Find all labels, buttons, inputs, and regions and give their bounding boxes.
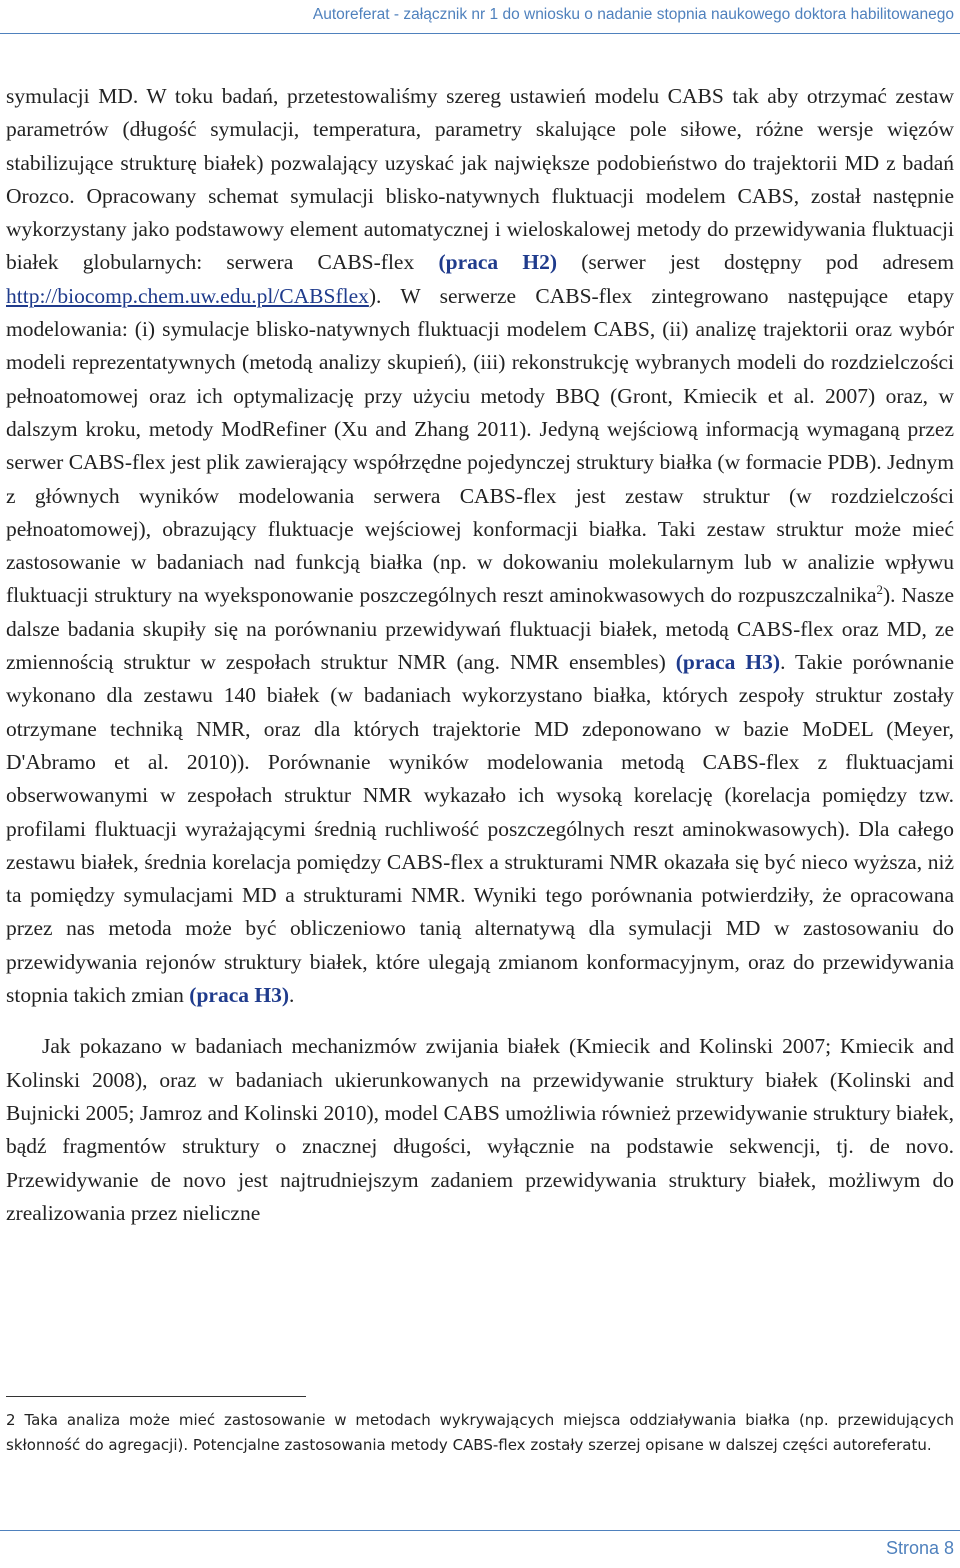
footer-divider bbox=[0, 1530, 960, 1531]
footnote bbox=[6, 1408, 954, 1458]
reference-praca-h3-second: (praca H3) bbox=[189, 983, 290, 1008]
paragraph-1-text-e: . Takie porównanie wykonano dla zestawu 140 białek (w badaniach wykorzystano białka, których zespoły struktur zostały otrzymane techniką NMR, oraz dla których trajektorie MD zdeponowano w bazie MoDEL (Meyer, D'Abramo et al. 2010)). Porównanie wyników modelowania metodą CABS-flex z fluktuacjami obserwowanymi w zespołach struktur NMR wykazało ich wysoką korelację (korelacja pomiędzy tzw. profilami fluktuacji wyrażającymi średnią ruchliwość poszczególnych reszt aminokwasowych). Dla całego zestawu białek, średnia korelacja pomiędzy CABS-flex a strukturami NMR okazała się być nieco wyższa, niż ta pomiędzy symulacjami MD a strukturami NMR. Wyniki tego porównania potwierdziły, że opracowana przez nas metoda może być obliczeniowo tanią alternatywą dla symulacji MD w zastosowaniu do przewidywania rejonów struktury białek, które ulegają zmianom konformacyjnym, oraz do przewidywania stopnia takich zmian bbox=[6, 650, 954, 1008]
reference-praca-h3: (praca H3) bbox=[675, 650, 781, 675]
reference-praca-h2: (praca H2) bbox=[438, 250, 558, 275]
paragraph-2: Jak pokazano w badaniach mechanizmów zwijania białek (Kmiecik and Kolinski 2007; Kmiecik and Kolinski 2008), oraz w badaniach ukierunkowanych na przewidywanie struktury białek (Kolinski and Bujnicki 2005; Jamroz and Kolinski 2010), model CABS umożliwia również przewidywanie struktury białek, bądź fragmentów struktury o znacznej długości, wyłącznie na podstawie sekwencji, tj. de novo. Przewidywanie de novo jest najtrudniejszym zadaniem przewidywania struktury białek, możliwym do zrealizowania przez nieliczne bbox=[6, 1034, 954, 1225]
footnote-number: 2 bbox=[6, 1411, 16, 1429]
paragraph-1-text-c: ). W serwerze CABS-flex zintegrowano następujące etapy modelowania: (i) symulacje blisko-natywnych fluktuacji modelem CABS, (ii) analizę trajektorii oraz wybór modeli reprezentatywnych (metodą analizy skupień), (iii) rekonstrukcję wybranych modeli do rozdzielczości pełnoatomowej oraz ich optymalizację przy użyciu metody BBQ (Gront, Kmiecik et al. 2007) oraz, w dalszym kroku, metody ModRefiner (Xu and Zhang 2011). Jedyną wejściową informacją wymaganą przez serwer CABS-flex jest plik zawierający współrzędne pojedynczej struktury białka (w formacie PDB). Jednym z głównych wyników modelowania serwera CABS-flex jest zestaw struktur (w rozdzielczości pełnoatomowej), obrazujący fluktuacje wejściowej konformacji białka. Taki zestaw struktur może mieć zastosowanie w badaniach nad funkcją białka (np. w dokowaniu molekularnym lub w analizie wpływu fluktuacji struktury na wyeksponowanie poszczególnych reszt aminokwasowych do rozpuszczalnika bbox=[6, 283, 954, 608]
page-number: Strona 8 bbox=[885, 1538, 954, 1558]
paragraph-1-text-f: . bbox=[289, 983, 295, 1008]
main-text bbox=[6, 80, 954, 1230]
paragraph-1-text-b: (serwer jest dostępny pod adresem bbox=[557, 250, 954, 275]
header-divider bbox=[0, 33, 960, 34]
cabsflex-link[interactable]: http://biocomp.chem.uw.edu.pl/CABSflex bbox=[6, 283, 369, 308]
paragraph-1-text-a: symulacji MD. W toku badań, przetestowaliśmy szereg ustawień modelu CABS tak aby otrzymać zestaw parametrów (długość symulacji, temperatura, parametry skalujące pole siłowe, różne wersje więzów stabilizujące strukturę białek) pozwalający uzyskać jak największe podobieństwo do trajektorii MD z badań Orozco. Opracowany schemat symulacji blisko-natywnych fluktuacji modelem CABS, został następnie wykorzystany jako podstawowy element automatycznej i wieloskalowej metody do przewidywania fluktuacji białek globularnych: serwera CABS-flex bbox=[6, 84, 954, 275]
footnote-text: Taka analiza może mieć zastosowanie w metodach wykrywających miejsca oddziaływania białka (np. przewidujących skłonność do agregacji). Potencjalne zastosowania metody CABS-flex zostały szerzej opisane w dalszej części autoreferatu. bbox=[6, 1411, 954, 1454]
paragraph-1 bbox=[6, 80, 954, 1012]
footnote-divider bbox=[6, 1396, 306, 1397]
page-header: Autoreferat - załącznik nr 1 do wniosku o nadanie stopnia naukowego doktora habilitowanego bbox=[312, 6, 954, 23]
paragraph-1-text-d: ). Nasze dalsze badania skupiły się na porównaniu przewidywań fluktuacji białek, metodą CABS-flex oraz MD, ze zmiennością struktur w zespołach struktur NMR (ang. NMR ensembles) bbox=[6, 583, 955, 675]
footnote-marker: 2 bbox=[876, 583, 883, 598]
